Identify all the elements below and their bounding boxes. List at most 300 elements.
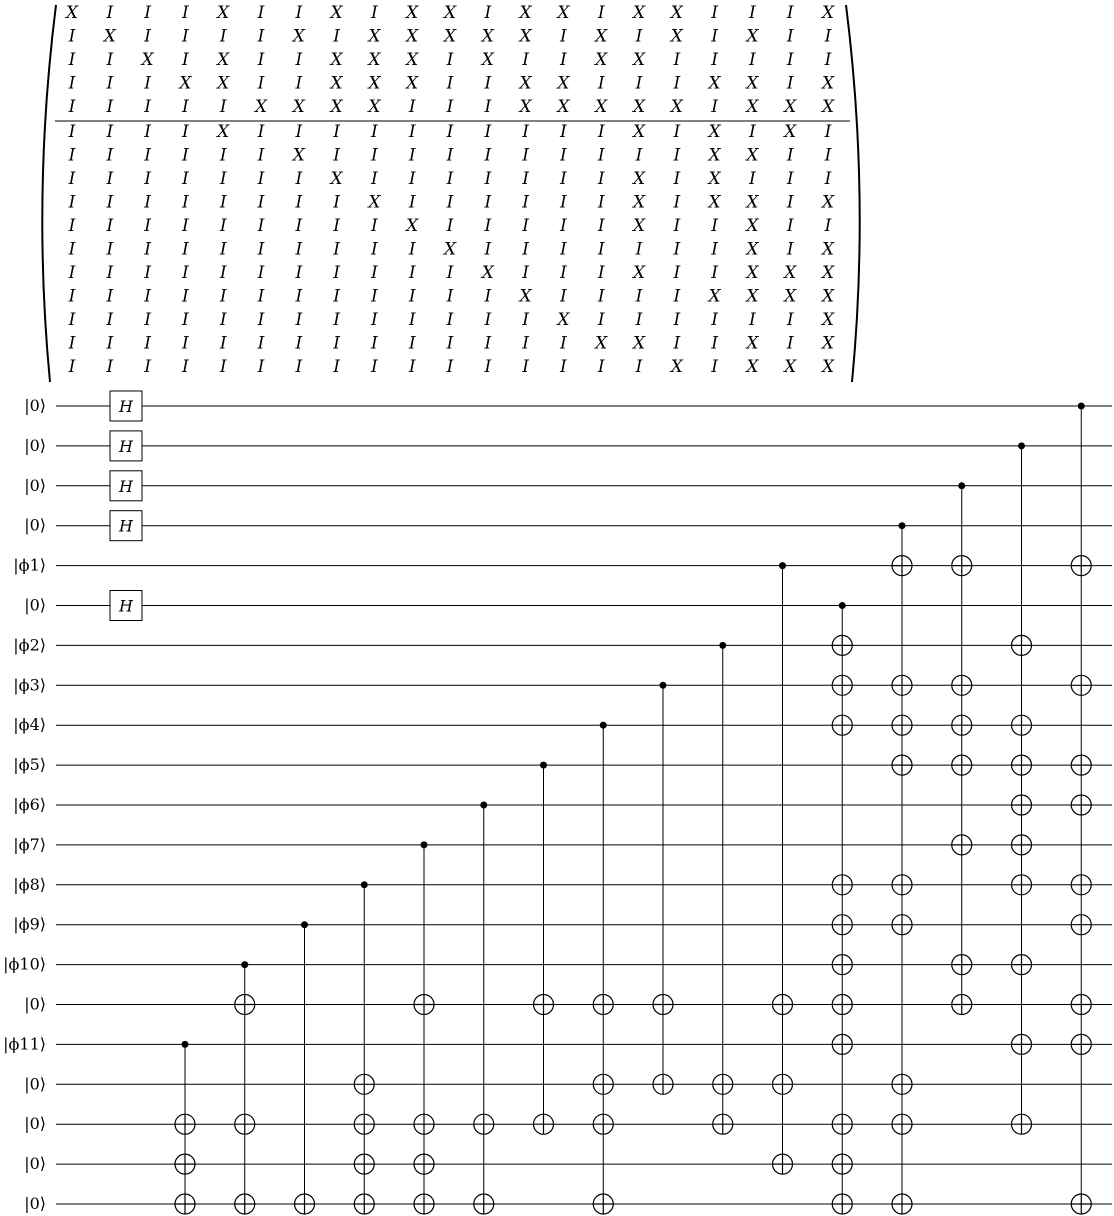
- matrix-cell: I: [68, 333, 76, 354]
- quantum-circuit: [3, 391, 1112, 1214]
- matrix-cell: I: [673, 192, 681, 213]
- matrix-cell: X: [292, 26, 305, 47]
- matrix-cell: X: [406, 73, 419, 94]
- matrix-cell: X: [632, 216, 646, 236]
- matrix-cell: X: [746, 263, 759, 283]
- matrix-cell: I: [673, 73, 681, 94]
- matrix-cell: X: [179, 73, 192, 94]
- matrix-cell: X: [406, 26, 419, 47]
- matrix-cell: I: [219, 310, 227, 330]
- cnot-target: [1071, 675, 1091, 695]
- wire-label: |ϕ3⟩: [13, 675, 46, 695]
- matrix-cell: X: [65, 3, 79, 23]
- matrix-cell: X: [481, 26, 494, 47]
- matrix-cell: I: [68, 310, 76, 330]
- matrix-cell: I: [106, 333, 114, 354]
- matrix-cell: X: [708, 192, 721, 213]
- matrix-cell: I: [182, 50, 189, 70]
- matrix-cell: I: [408, 122, 416, 142]
- cnot-target: [1012, 1034, 1032, 1054]
- control-dot: [540, 762, 547, 769]
- matrix-cell: I: [144, 3, 151, 23]
- matrix-cell: I: [560, 122, 567, 142]
- cnot-target: [952, 556, 972, 576]
- control-dot: [241, 961, 248, 968]
- matrix-cell: I: [446, 216, 454, 236]
- matrix-cell: X: [595, 97, 608, 117]
- wire-label: |ϕ2⟩: [13, 635, 46, 655]
- matrix-cell: I: [446, 263, 454, 283]
- matrix-cell: X: [746, 357, 759, 377]
- matrix-cell: I: [144, 333, 151, 354]
- matrix-cell: I: [673, 169, 681, 189]
- matrix-cell: I: [786, 216, 794, 236]
- cnot-target: [832, 995, 852, 1015]
- matrix-cell: X: [557, 310, 570, 330]
- matrix-cell: I: [182, 26, 189, 47]
- matrix-cell: I: [257, 310, 265, 330]
- matrix-cell: I: [371, 145, 378, 166]
- matrix-cell: I: [522, 145, 529, 166]
- matrix-cell: X: [368, 73, 381, 94]
- matrix-cell: I: [749, 3, 756, 23]
- matrix-cell: I: [673, 50, 681, 70]
- cnot-target: [892, 1114, 912, 1134]
- matrix-cell: I: [219, 263, 227, 283]
- cnot-target: [832, 915, 852, 935]
- matrix-cell: I: [333, 26, 340, 47]
- matrix-cell: X: [821, 333, 835, 354]
- matrix-cell: I: [144, 216, 151, 236]
- matrix-cell: I: [408, 97, 416, 117]
- matrix-cell: X: [368, 97, 381, 117]
- matrix-cell: I: [522, 122, 529, 142]
- control-dot: [361, 881, 368, 888]
- cnot-target: [593, 1074, 613, 1094]
- matrix-cell: I: [484, 169, 492, 189]
- cnot-target: [354, 1074, 374, 1094]
- matrix-cell: I: [257, 286, 265, 307]
- matrix-cell: I: [182, 239, 189, 260]
- matrix-cell: I: [597, 310, 605, 330]
- matrix-cell: X: [292, 97, 305, 117]
- cnot-target: [892, 875, 912, 895]
- matrix-cell: I: [106, 145, 114, 166]
- matrix-cell: I: [560, 357, 567, 377]
- matrix-cell: I: [597, 122, 605, 142]
- matrix-cell: I: [560, 239, 567, 260]
- matrix-cell: I: [786, 50, 794, 70]
- matrix-cell: I: [295, 50, 303, 70]
- matrix-cell: X: [519, 3, 532, 23]
- cnot-target: [1012, 955, 1032, 975]
- cnot-target: [832, 1114, 852, 1134]
- matrix-cell: I: [68, 50, 76, 70]
- matrix-cell: I: [106, 97, 114, 117]
- matrix-cell: I: [673, 145, 681, 166]
- matrix-cell: X: [708, 145, 721, 166]
- matrix-cell: I: [560, 50, 567, 70]
- cnot-target: [832, 875, 852, 895]
- matrix-cell: X: [557, 73, 570, 94]
- matrix-cell: I: [597, 216, 605, 236]
- matrix-cell: I: [749, 50, 756, 70]
- matrix-cell: I: [144, 73, 151, 94]
- matrix-cell: I: [182, 122, 189, 142]
- matrix-cell: X: [708, 73, 721, 94]
- matrix-cell: X: [368, 192, 381, 213]
- cnot-target: [354, 1154, 374, 1174]
- matrix-cell: I: [711, 3, 718, 23]
- matrix-cell: I: [786, 73, 794, 94]
- matrix-cell: I: [522, 239, 529, 260]
- matrix-cell: X: [330, 169, 343, 189]
- matrix-cell: I: [371, 333, 378, 354]
- matrix-cell: X: [784, 286, 797, 307]
- cnot-target: [892, 1194, 912, 1214]
- matrix-cell: I: [408, 169, 416, 189]
- matrix-cell: I: [219, 216, 227, 236]
- matrix-cell: I: [257, 26, 265, 47]
- matrix-cell: X: [821, 3, 835, 23]
- matrix-cell: I: [711, 333, 718, 354]
- matrix-cell: X: [821, 73, 835, 94]
- matrix-cell: I: [408, 333, 416, 354]
- wire-label: |ϕ8⟩: [13, 874, 46, 894]
- matrix-cell: I: [597, 169, 605, 189]
- control-dot: [1078, 403, 1085, 410]
- matrix-cell: X: [821, 239, 835, 260]
- matrix-cell: I: [106, 73, 114, 94]
- matrix-cell: I: [144, 310, 151, 330]
- matrix-cell: I: [182, 192, 189, 213]
- matrix-cell: I: [673, 263, 681, 283]
- matrix-cell: I: [673, 216, 681, 236]
- matrix-cell: I: [144, 239, 151, 260]
- matrix-cell: X: [406, 216, 419, 236]
- matrix-cell: I: [597, 286, 605, 307]
- matrix-cell: X: [821, 286, 835, 307]
- control-dot: [719, 642, 726, 649]
- matrix-cell: I: [522, 192, 529, 213]
- matrix-cell: I: [371, 263, 378, 283]
- matrix-cell: X: [821, 97, 835, 117]
- wire-label: |0⟩: [24, 595, 46, 615]
- matrix-cell: I: [333, 145, 340, 166]
- matrix-cell: X: [217, 50, 230, 70]
- matrix-cell: I: [446, 73, 454, 94]
- matrix-cell: I: [144, 263, 151, 283]
- matrix-cell: I: [408, 310, 416, 330]
- matrix-cell: I: [219, 145, 227, 166]
- matrix-cell: X: [821, 263, 835, 283]
- matrix-cell: I: [786, 192, 794, 213]
- hadamard-label: H: [119, 436, 133, 456]
- matrix-cell: I: [484, 145, 492, 166]
- cnot-target: [832, 1034, 852, 1054]
- matrix-cell: X: [670, 26, 683, 47]
- cnot-target: [1012, 1114, 1032, 1134]
- cnot-target: [653, 1074, 673, 1094]
- matrix-cell: I: [295, 3, 303, 23]
- matrix-cell: I: [484, 192, 492, 213]
- matrix-cell: X: [632, 50, 646, 70]
- matrix-cell: I: [711, 216, 718, 236]
- matrix-cell: I: [446, 310, 454, 330]
- cnot-target: [354, 1114, 374, 1134]
- matrix-cell: I: [106, 263, 114, 283]
- matrix-cell: X: [821, 310, 835, 330]
- matrix-cell: I: [333, 122, 340, 142]
- cnot-target: [892, 915, 912, 935]
- matrix-cell: X: [103, 26, 116, 47]
- cnot-target: [593, 1114, 613, 1134]
- matrix-cell: X: [746, 73, 759, 94]
- cnot-target: [713, 1074, 733, 1094]
- cnot-target: [175, 1194, 195, 1214]
- matrix-cell: I: [446, 192, 454, 213]
- matrix-cell: I: [560, 169, 567, 189]
- matrix-cell: X: [330, 97, 343, 117]
- matrix-cell: I: [522, 169, 529, 189]
- matrix-cell: I: [182, 310, 189, 330]
- cnot-target: [1012, 715, 1032, 735]
- cnot-target: [534, 1114, 554, 1134]
- cnot-target: [1071, 995, 1091, 1015]
- matrix-cell: I: [68, 26, 76, 47]
- cnot-target: [1071, 1034, 1091, 1054]
- cnot-target: [175, 1114, 195, 1134]
- matrix-cell: I: [446, 122, 454, 142]
- matrix-cell: X: [708, 122, 721, 142]
- matrix-cell: I: [711, 263, 718, 283]
- matrix-cell: I: [635, 73, 643, 94]
- matrix-cell: I: [371, 310, 378, 330]
- matrix-cell: I: [257, 333, 265, 354]
- matrix-cell: I: [68, 357, 76, 377]
- matrix-cell: X: [443, 3, 457, 23]
- matrix-cell: I: [824, 169, 832, 189]
- matrix-cell: I: [560, 286, 567, 307]
- matrix-cell: I: [68, 122, 76, 142]
- cnot-target: [1071, 875, 1091, 895]
- stabilizer-matrix: [42, 3, 859, 382]
- cnot-target: [892, 755, 912, 775]
- wire-label: |ϕ6⟩: [13, 795, 46, 814]
- matrix-cell: X: [595, 26, 608, 47]
- matrix-cell: X: [330, 3, 343, 23]
- matrix-cell: X: [784, 97, 797, 117]
- matrix-cell: I: [408, 357, 416, 377]
- matrix-cell: X: [557, 97, 570, 117]
- matrix-cell: I: [257, 73, 265, 94]
- matrix-cell: I: [68, 73, 76, 94]
- matrix-cell: X: [330, 50, 343, 70]
- matrix-cell: X: [670, 3, 683, 23]
- control-dot: [600, 722, 607, 729]
- matrix-cell: I: [408, 239, 416, 260]
- matrix-cell: I: [824, 26, 832, 47]
- matrix-cell: I: [824, 145, 832, 166]
- matrix-cell: I: [106, 216, 114, 236]
- matrix-cell: X: [632, 169, 646, 189]
- matrix-cell: I: [673, 239, 681, 260]
- control-dot: [899, 522, 906, 529]
- matrix-cell: I: [219, 357, 227, 377]
- matrix-cell: I: [635, 286, 643, 307]
- control-dot: [779, 562, 786, 569]
- matrix-cell: X: [670, 97, 683, 117]
- matrix-cell: I: [635, 357, 643, 377]
- matrix-cell: I: [749, 310, 756, 330]
- matrix-cell: I: [560, 145, 567, 166]
- matrix-cell: I: [824, 122, 832, 142]
- matrix-cell: I: [446, 169, 454, 189]
- matrix-cell: X: [519, 26, 532, 47]
- matrix-cell: I: [484, 3, 492, 23]
- matrix-cell: I: [673, 333, 681, 354]
- wire-label: |0⟩: [24, 994, 46, 1014]
- cnot-target: [474, 1194, 494, 1214]
- wire-label: |0⟩: [24, 475, 46, 495]
- wire-label: |0⟩: [24, 396, 46, 415]
- wire-label: |ϕ11⟩: [3, 1034, 46, 1054]
- matrix-cell: X: [217, 122, 230, 142]
- matrix-cell: I: [257, 263, 265, 283]
- wire-label: |ϕ10⟩: [3, 954, 46, 974]
- matrix-cell: X: [746, 239, 759, 260]
- cnot-target: [1012, 635, 1032, 655]
- matrix-cell: I: [673, 122, 681, 142]
- cnot-target: [952, 995, 972, 1015]
- cnot-target: [832, 635, 852, 655]
- matrix-cell: I: [144, 192, 151, 213]
- control-dot: [839, 602, 846, 609]
- matrix-cell: I: [68, 216, 76, 236]
- matrix-cell: X: [368, 26, 381, 47]
- matrix-cell: X: [519, 286, 532, 307]
- matrix-cell: I: [295, 216, 303, 236]
- matrix-cell: I: [257, 216, 265, 236]
- matrix-cell: I: [560, 26, 567, 47]
- cnot-target: [593, 995, 613, 1015]
- cnot-target: [414, 995, 434, 1015]
- matrix-cell: I: [597, 263, 605, 283]
- hadamard-label: H: [119, 516, 133, 536]
- matrix-cell: I: [295, 333, 303, 354]
- matrix-cell: I: [144, 357, 151, 377]
- matrix-cell: I: [484, 97, 492, 117]
- cnot-target: [892, 675, 912, 695]
- matrix-cell: I: [295, 239, 303, 260]
- cnot-target: [1071, 795, 1091, 815]
- cnot-target: [414, 1114, 434, 1134]
- matrix-cell: I: [295, 192, 303, 213]
- matrix-cell: I: [257, 239, 265, 260]
- matrix-cell: I: [257, 169, 265, 189]
- matrix-cell: I: [219, 333, 227, 354]
- matrix-cell: I: [68, 192, 76, 213]
- cnot-target: [235, 995, 255, 1015]
- matrix-cell: I: [446, 286, 454, 307]
- matrix-cell: I: [182, 169, 189, 189]
- wire-label: |ϕ7⟩: [13, 834, 46, 854]
- matrix-cell: I: [333, 216, 340, 236]
- cnot-target: [892, 715, 912, 735]
- cnot-target: [414, 1154, 434, 1174]
- matrix-cell: X: [746, 145, 759, 166]
- control-dot: [301, 921, 308, 928]
- matrix-cell: X: [784, 357, 797, 377]
- matrix-cell: I: [182, 97, 189, 117]
- matrix-cell: I: [786, 145, 794, 166]
- matrix-cell: I: [560, 263, 567, 283]
- matrix-cell: X: [368, 50, 381, 70]
- matrix-cell: I: [484, 310, 492, 330]
- matrix-cell: I: [219, 97, 227, 117]
- matrix-cell: I: [106, 3, 114, 23]
- matrix-left-paren: [42, 5, 56, 382]
- cnot-target: [1071, 915, 1091, 935]
- matrix-cell: I: [182, 216, 189, 236]
- matrix-cell: I: [295, 357, 303, 377]
- matrix-cell: I: [711, 357, 718, 377]
- matrix-cell: X: [632, 333, 646, 354]
- matrix-cell: I: [786, 333, 794, 354]
- cnot-target: [773, 995, 793, 1015]
- cnot-target: [832, 1154, 852, 1174]
- matrix-cell: X: [481, 263, 494, 283]
- matrix-cell: I: [182, 145, 189, 166]
- matrix-cell: I: [295, 73, 303, 94]
- cnot-target: [832, 675, 852, 695]
- matrix-cell: I: [522, 333, 529, 354]
- matrix-cell: I: [711, 50, 718, 70]
- matrix-cell: X: [746, 216, 759, 236]
- matrix-cell: X: [595, 50, 608, 70]
- matrix-cell: I: [257, 50, 265, 70]
- matrix-cell: X: [821, 357, 835, 377]
- matrix-cell: I: [371, 239, 378, 260]
- matrix-cell: I: [106, 286, 114, 307]
- control-dot: [421, 841, 428, 848]
- matrix-cell: X: [821, 192, 835, 213]
- matrix-cell: X: [632, 97, 646, 117]
- matrix-cell: I: [144, 26, 151, 47]
- matrix-cell: I: [597, 145, 605, 166]
- matrix-cell: I: [68, 97, 76, 117]
- matrix-cell: I: [106, 122, 114, 142]
- cnot-target: [892, 556, 912, 576]
- matrix-cell: I: [106, 50, 114, 70]
- matrix-cell: I: [597, 357, 605, 377]
- cnot-target: [534, 995, 554, 1015]
- matrix-cell: I: [711, 26, 718, 47]
- matrix-cell: I: [219, 169, 227, 189]
- control-dot: [958, 482, 965, 489]
- matrix-cell: X: [632, 263, 646, 283]
- cnot-target: [1071, 1194, 1091, 1214]
- cnot-target: [832, 715, 852, 735]
- wire-label: |ϕ4⟩: [13, 715, 46, 735]
- matrix-cell: I: [484, 73, 492, 94]
- matrix-cell: I: [560, 333, 567, 354]
- matrix-cell: I: [106, 310, 114, 330]
- matrix-cell: I: [68, 263, 76, 283]
- matrix-cell: I: [484, 216, 492, 236]
- matrix-cell: I: [522, 216, 529, 236]
- matrix-cell: I: [219, 239, 227, 260]
